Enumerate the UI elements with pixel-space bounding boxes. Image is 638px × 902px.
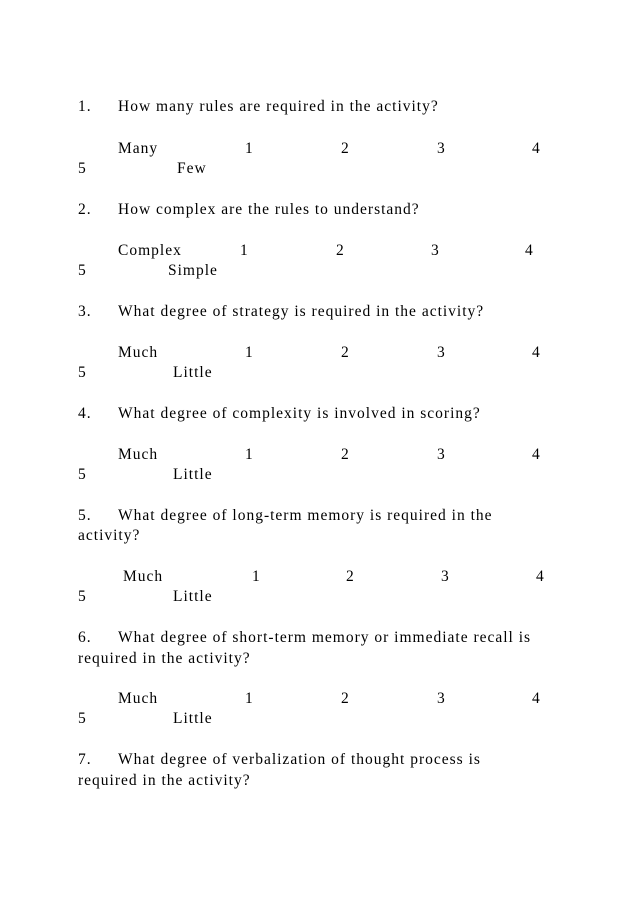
question-text: How many rules are required in the activity? [118, 98, 439, 115]
scale-option-2: 2 [336, 242, 345, 259]
scale-option-4: 4 [532, 446, 541, 463]
question-number: 4. [78, 405, 92, 422]
question-number: 6. [78, 629, 92, 646]
scale-option-3: 3 [437, 344, 446, 361]
scale-option-5: 5 [78, 466, 87, 483]
question-text: How complex are the rules to understand? [118, 201, 420, 218]
scale-option-2: 2 [341, 690, 350, 707]
question-text-line-2: required in the activity? [78, 772, 251, 789]
question-text: What degree of strategy is required in the activity? [118, 303, 485, 320]
scale-option-5: 5 [78, 588, 87, 605]
scale-right-label: Little [173, 710, 213, 727]
scale-left-label: Much [118, 690, 159, 707]
scale-right-label: Simple [168, 262, 218, 279]
scale-option-1: 1 [245, 446, 254, 463]
scale-option-4: 4 [532, 140, 541, 157]
scale-option-2: 2 [341, 344, 350, 361]
question-number: 2. [78, 201, 92, 218]
scale-option-2: 2 [346, 568, 355, 585]
scale-left-label: Complex [118, 242, 182, 259]
question-text: What degree of complexity is involved in scoring? [118, 405, 481, 422]
scale-option-5: 5 [78, 262, 87, 279]
scale-left-label: Much [118, 446, 159, 463]
scale-option-3: 3 [437, 690, 446, 707]
question-text-line-1: What degree of verbalization of thought process is [118, 751, 481, 768]
question-text-line-2: required in the activity? [78, 650, 251, 667]
question-number: 1. [78, 98, 92, 115]
question-number: 3. [78, 303, 92, 320]
scale-right-label: Little [173, 588, 213, 605]
scale-option-5: 5 [78, 160, 87, 177]
scale-option-1: 1 [245, 140, 254, 157]
question-text-line-1: What degree of short-term memory or immediate recall is [118, 629, 532, 646]
scale-option-1: 1 [245, 690, 254, 707]
question-text-line-1: What degree of long-term memory is required in the [118, 507, 493, 524]
scale-option-3: 3 [441, 568, 450, 585]
scale-option-2: 2 [341, 446, 350, 463]
scale-left-label: Much [123, 568, 164, 585]
scale-option-1: 1 [245, 344, 254, 361]
scale-option-5: 5 [78, 710, 87, 727]
scale-option-3: 3 [437, 140, 446, 157]
scale-right-label: Little [173, 364, 213, 381]
scale-right-label: Few [177, 160, 207, 177]
scale-right-label: Little [173, 466, 213, 483]
scale-option-2: 2 [341, 140, 350, 157]
scale-option-1: 1 [252, 568, 261, 585]
scale-option-3: 3 [437, 446, 446, 463]
scale-option-4: 4 [532, 344, 541, 361]
scale-option-4: 4 [536, 568, 545, 585]
scale-option-4: 4 [525, 242, 534, 259]
question-text-line-2: activity? [78, 527, 141, 544]
scale-option-5: 5 [78, 364, 87, 381]
question-number: 5. [78, 507, 92, 524]
scale-option-1: 1 [240, 242, 249, 259]
scale-left-label: Much [118, 344, 159, 361]
scale-left-label: Many [118, 140, 159, 157]
scale-option-4: 4 [532, 690, 541, 707]
question-number: 7. [78, 751, 92, 768]
scale-option-3: 3 [431, 242, 440, 259]
